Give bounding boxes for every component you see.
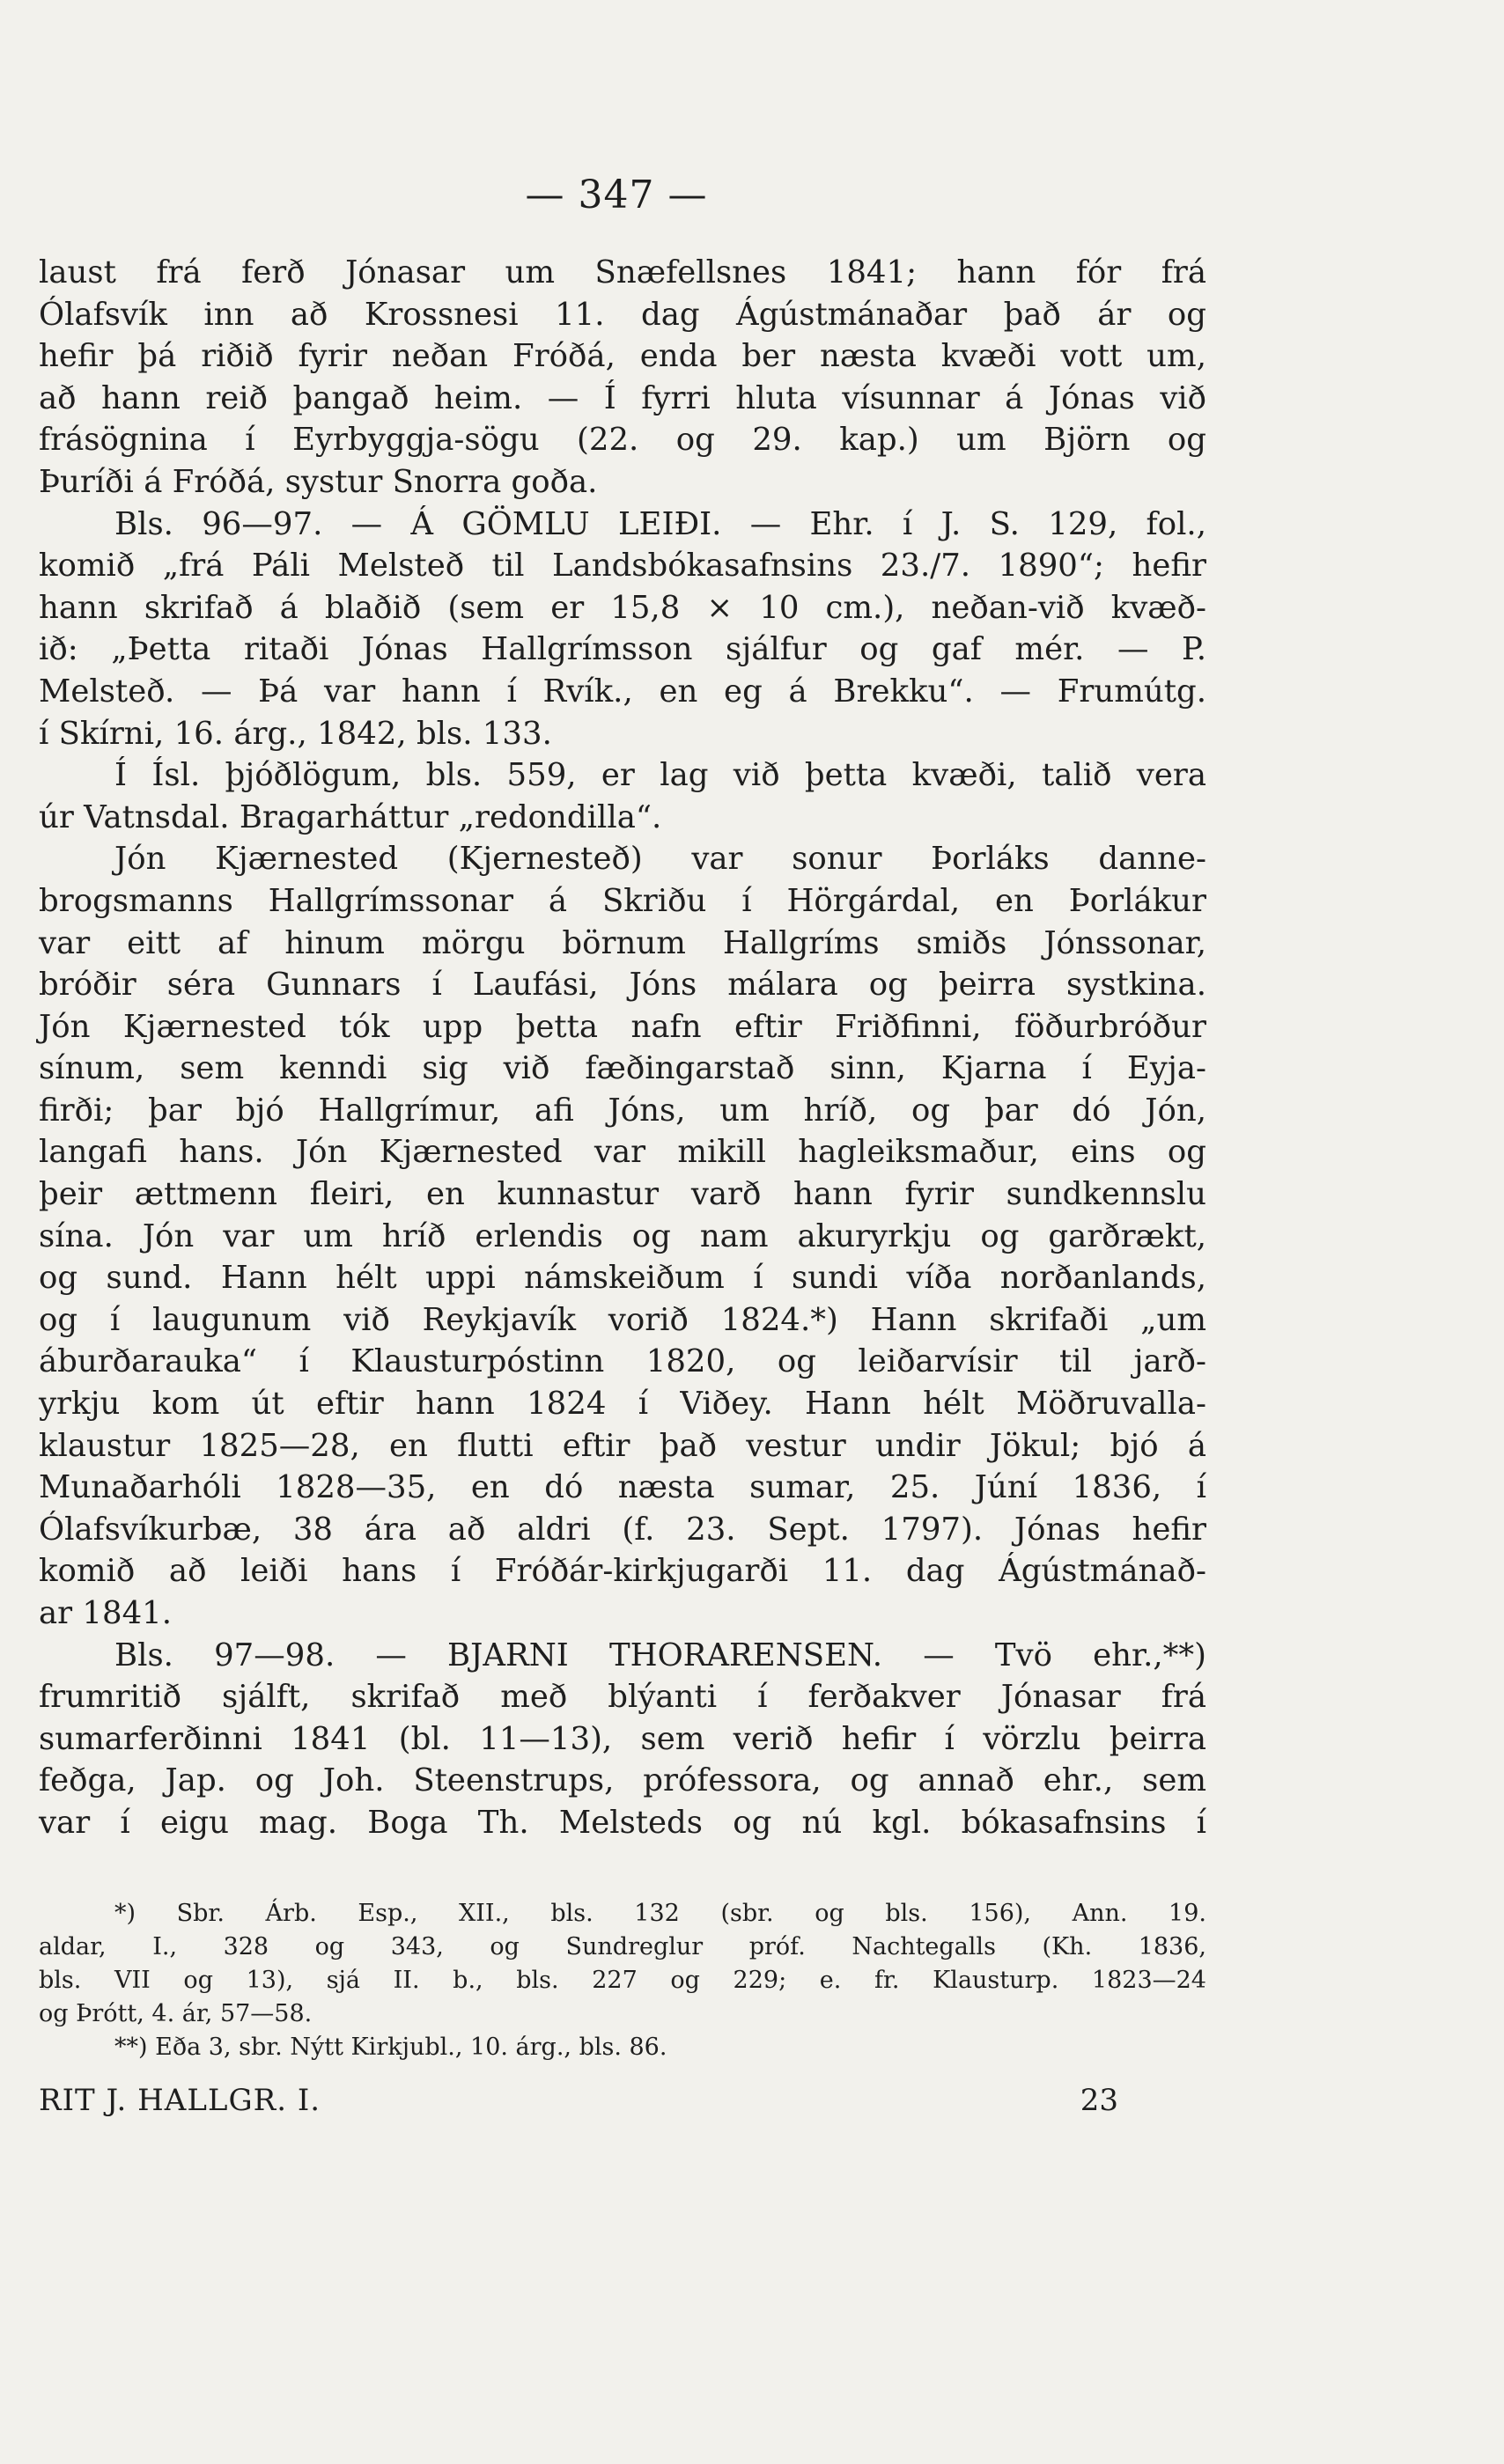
text-line: brogsmanns Hallgrímssonar á Skriðu í Hörgárdal, en Þorlákur xyxy=(39,882,1206,919)
text-line: og í laugunum við Reykjavík vorið 1824.*) Hann skrifaði „um xyxy=(39,1301,1206,1338)
text-line: klaustur 1825—28, en flutti eftir það vestur undir Jökul; bjó á xyxy=(39,1427,1206,1464)
text-line: Melsteð. — Þá var hann í Rvík., en eg á Brekku“. — Frumútg. xyxy=(39,673,1206,710)
text-line: að hann reið þangað heim. — Í fyrri hluta vísunnar á Jónas við xyxy=(39,379,1206,416)
text-line: var í eigu mag. Boga Th. Melsteds og nú kgl. bókasafnsins í xyxy=(39,1804,1206,1841)
footnote-line: **) Eða 3, sbr. Nýtt Kirkjubl., 10. árg., bls. 86. xyxy=(114,2034,667,2061)
text-line: þeir ættmenn fleiri, en kunnastur varð hann fyrir sundkennslu xyxy=(39,1176,1206,1213)
page-number: — 347 — xyxy=(525,173,708,217)
text-line: Munaðarhóli 1828—35, en dó næsta sumar, 25. Júní 1836, í xyxy=(39,1469,1206,1506)
text-line: frumritið sjálft, skrifað með blýanti í ferðakver Jónasar frá xyxy=(39,1679,1206,1716)
text-line: í Skírni, 16. árg., 1842, bls. 133. xyxy=(39,715,552,752)
text-line: hann skrifað á blaðið (sem er 15,8 × 10 cm.), neðan-við kvæð- xyxy=(39,589,1206,626)
text-line: Jón Kjærnested (Kjernesteð) var sonur Þorláks danne- xyxy=(114,841,1206,878)
text-line: bróðir séra Gunnars í Laufási, Jóns málara og þeirra systkina. xyxy=(39,967,1206,1004)
text-line: yrkju kom út eftir hann 1824 í Viðey. Hann hélt Möðruvalla- xyxy=(39,1386,1206,1423)
text-line: hefir þá riðið fyrir neðan Fróðá, enda ber næsta kvæði vott um, xyxy=(39,338,1206,375)
text-line: ið: „Þetta ritaði Jónas Hallgrímsson sjálfur og gaf mér. — P. xyxy=(39,631,1206,668)
text-line: komið að leiði hans í Fróðár-kirkjugarði 11. dag Ágústmánað- xyxy=(39,1553,1206,1590)
text-line: langafi hans. Jón Kjærnested var mikill hagleiksmaður, eins og xyxy=(39,1134,1206,1171)
text-line: Jón Kjærnested tók upp þetta nafn eftir Friðfinni, föðurbróður xyxy=(39,1008,1206,1045)
text-line: komið „frá Páli Melsteð til Landsbókasafnsins 23./7. 1890“; hefir xyxy=(39,548,1206,585)
text-line: ar 1841. xyxy=(39,1595,173,1631)
text-line: sumarferðinni 1841 (bl. 11—13), sem verið hefir í vörzlu þeirra xyxy=(39,1720,1206,1757)
text-line: Ólafsvíkurbæ, 38 ára að aldri (f. 23. Sept. 1797). Jónas hefir xyxy=(39,1511,1206,1548)
text-line: úr Vatnsdal. Bragarháttur „redondilla“. xyxy=(39,798,662,835)
text-line: Þuríði á Fróðá, systur Snorra goða. xyxy=(39,463,598,500)
footnote-line: *) Sbr. Árb. Esp., XII., bls. 132 (sbr. og bls. 156), Ann. 19. xyxy=(114,1900,1206,1927)
footnote-line: og Þrótt, 4. ár, 57—58. xyxy=(39,2000,313,2027)
footnote-line: aldar, I., 328 og 343, og Sundreglur próf. Nachtegalls (Kh. 1836, xyxy=(39,1933,1206,1960)
text-line: sínum, sem kenndi sig við fæðingarstað sinn, Kjarna í Eyja- xyxy=(39,1050,1206,1087)
text-line: laust frá ferð Jónasar um Snæfellsnes 1841; hann fór frá xyxy=(39,254,1206,291)
signature-number: 23 xyxy=(1080,2083,1118,2118)
signature-mark: RIT J. HALLGR. I. xyxy=(39,2083,321,2118)
body-text xyxy=(39,252,1206,1844)
text-line: sína. Jón var um hríð erlendis og nam akuryrkju og garðrækt, xyxy=(39,1217,1206,1254)
text-line: firði; þar bjó Hallgrímur, afi Jóns, um hríð, og þar dó Jón, xyxy=(39,1092,1206,1129)
text-line: feðga, Jap. og Joh. Steenstrups, prófessora, og annað ehr., sem xyxy=(39,1762,1206,1799)
text-line: Ólafsvík inn að Krossnesi 11. dag Ágústmánaðar það ár og xyxy=(39,296,1206,333)
text-line: frásögnina í Eyrbyggja-sögu (22. og 29. kap.) um Björn og xyxy=(39,422,1206,459)
footnotes xyxy=(39,1897,1206,2064)
text-line: áburðarauka“ í Klausturpóstinn 1820, og leiðarvísir til jarð- xyxy=(39,1343,1206,1380)
text-line: Bls. 96—97. — Á GÖMLU LEIÐI. — Ehr. í J. S. 129, fol., xyxy=(114,505,1206,542)
text-line: og sund. Hann hélt uppi námskeiðum í sundi víða norðanlands, xyxy=(39,1260,1206,1297)
text-line: Í Ísl. þjóðlögum, bls. 559, er lag við þetta kvæði, talið vera xyxy=(114,757,1206,794)
text-line: Bls. 97—98. — BJARNI THORARENSEN. — Tvö ehr.,**) xyxy=(114,1637,1206,1673)
text-line: var eitt af hinum mörgu börnum Hallgríms smiðs Jónssonar, xyxy=(39,924,1206,961)
footnote-line: bls. VII og 13), sjá II. b., bls. 227 og 229; e. fr. Klausturp. 1823—24 xyxy=(39,1967,1206,1994)
